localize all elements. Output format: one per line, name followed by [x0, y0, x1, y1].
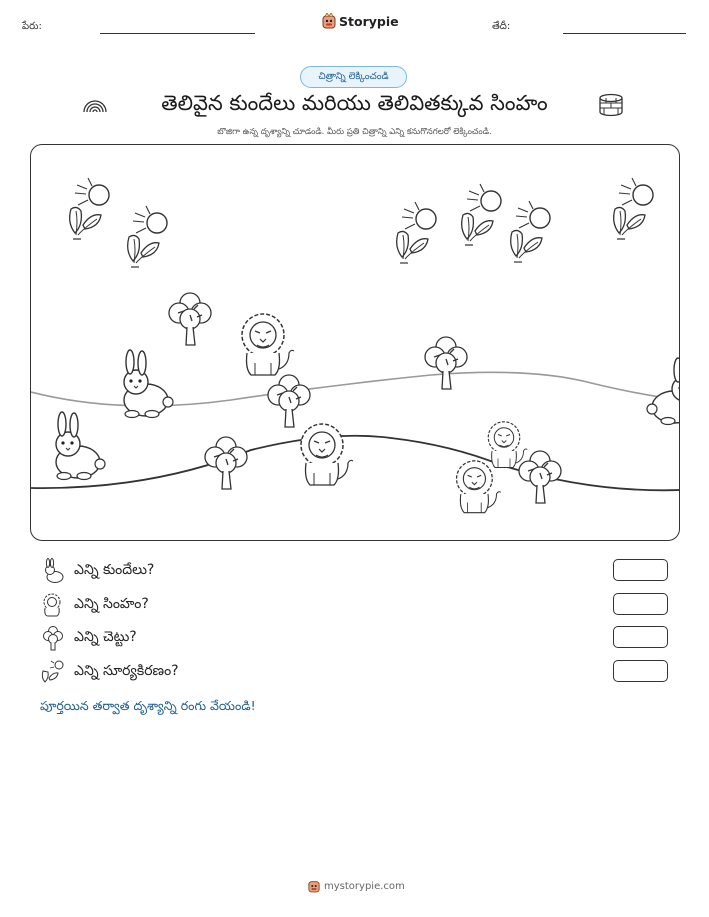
question-row: [40, 558, 154, 584]
coloring-note: పూర్తయిన తర్వాత దృశ్యాన్ని రంగు వేయండి!: [40, 698, 256, 713]
lion: [242, 314, 294, 375]
answer-box[interactable]: [613, 559, 668, 581]
sunray-plant: [614, 178, 653, 239]
tree-icon: [40, 625, 66, 651]
sunray-plant: [462, 184, 501, 245]
question-row: [40, 625, 137, 651]
name-label: పేరు:: [22, 21, 42, 32]
question-row: [40, 659, 179, 685]
instructions: బొజిగా ఉన్న దృశ్యాన్ని చూడండి. మీరు ప్రతి చిత్రాన్ని ఎన్ని కనుగొనగలరో లెక్కించండి.: [217, 127, 492, 137]
answer-box[interactable]: [613, 626, 668, 648]
well-icon: [598, 93, 624, 117]
tree: [425, 337, 467, 389]
name-line[interactable]: [100, 33, 255, 34]
sunray-plant: [128, 206, 167, 267]
lion-icon: [40, 592, 66, 618]
footer: [308, 879, 405, 893]
date-label: తేదీ:: [492, 21, 511, 32]
scene-art: [31, 145, 680, 541]
question-label: ఎన్ని చెట్టు?: [74, 628, 137, 645]
lion: [457, 461, 501, 513]
rabbit: [56, 412, 105, 480]
worksheet-tag: చిత్రాన్ని లెక్కించండి: [300, 66, 407, 88]
storypie-mascot-icon: [322, 13, 336, 29]
question-label: ఎన్ని సింహం?: [74, 595, 149, 612]
answer-box[interactable]: [613, 660, 668, 682]
counting-scene: [30, 144, 680, 541]
page-title: తెలివైన కుందేలు మరియు తెలివితక్కువ సింహం: [161, 91, 548, 115]
brand-logo: [322, 13, 399, 29]
question-label: ఎన్ని కుందేలు?: [74, 561, 155, 578]
question-label: ఎన్ని సూర్యకిరణం?: [74, 662, 179, 679]
rabbit-icon: [40, 558, 66, 584]
sunray-plant-icon: [40, 659, 66, 685]
tree: [268, 375, 310, 427]
rabbit: [647, 357, 680, 425]
tree: [205, 437, 247, 489]
question-row: [40, 592, 149, 618]
sunray-plant: [70, 178, 109, 239]
tree: [169, 293, 211, 345]
answer-box[interactable]: [613, 593, 668, 615]
brand-name: Storypie: [339, 13, 399, 29]
front-hill: [31, 436, 680, 491]
storypie-mascot-icon: [308, 879, 320, 893]
sunray-plant: [511, 201, 550, 262]
tree: [519, 451, 561, 503]
rabbit: [124, 350, 173, 418]
sunray-plant: [397, 202, 436, 263]
date-line[interactable]: [563, 33, 686, 34]
lion: [488, 422, 527, 468]
lion: [301, 424, 353, 485]
footer-site[interactable]: mystorypie.com: [324, 880, 405, 892]
